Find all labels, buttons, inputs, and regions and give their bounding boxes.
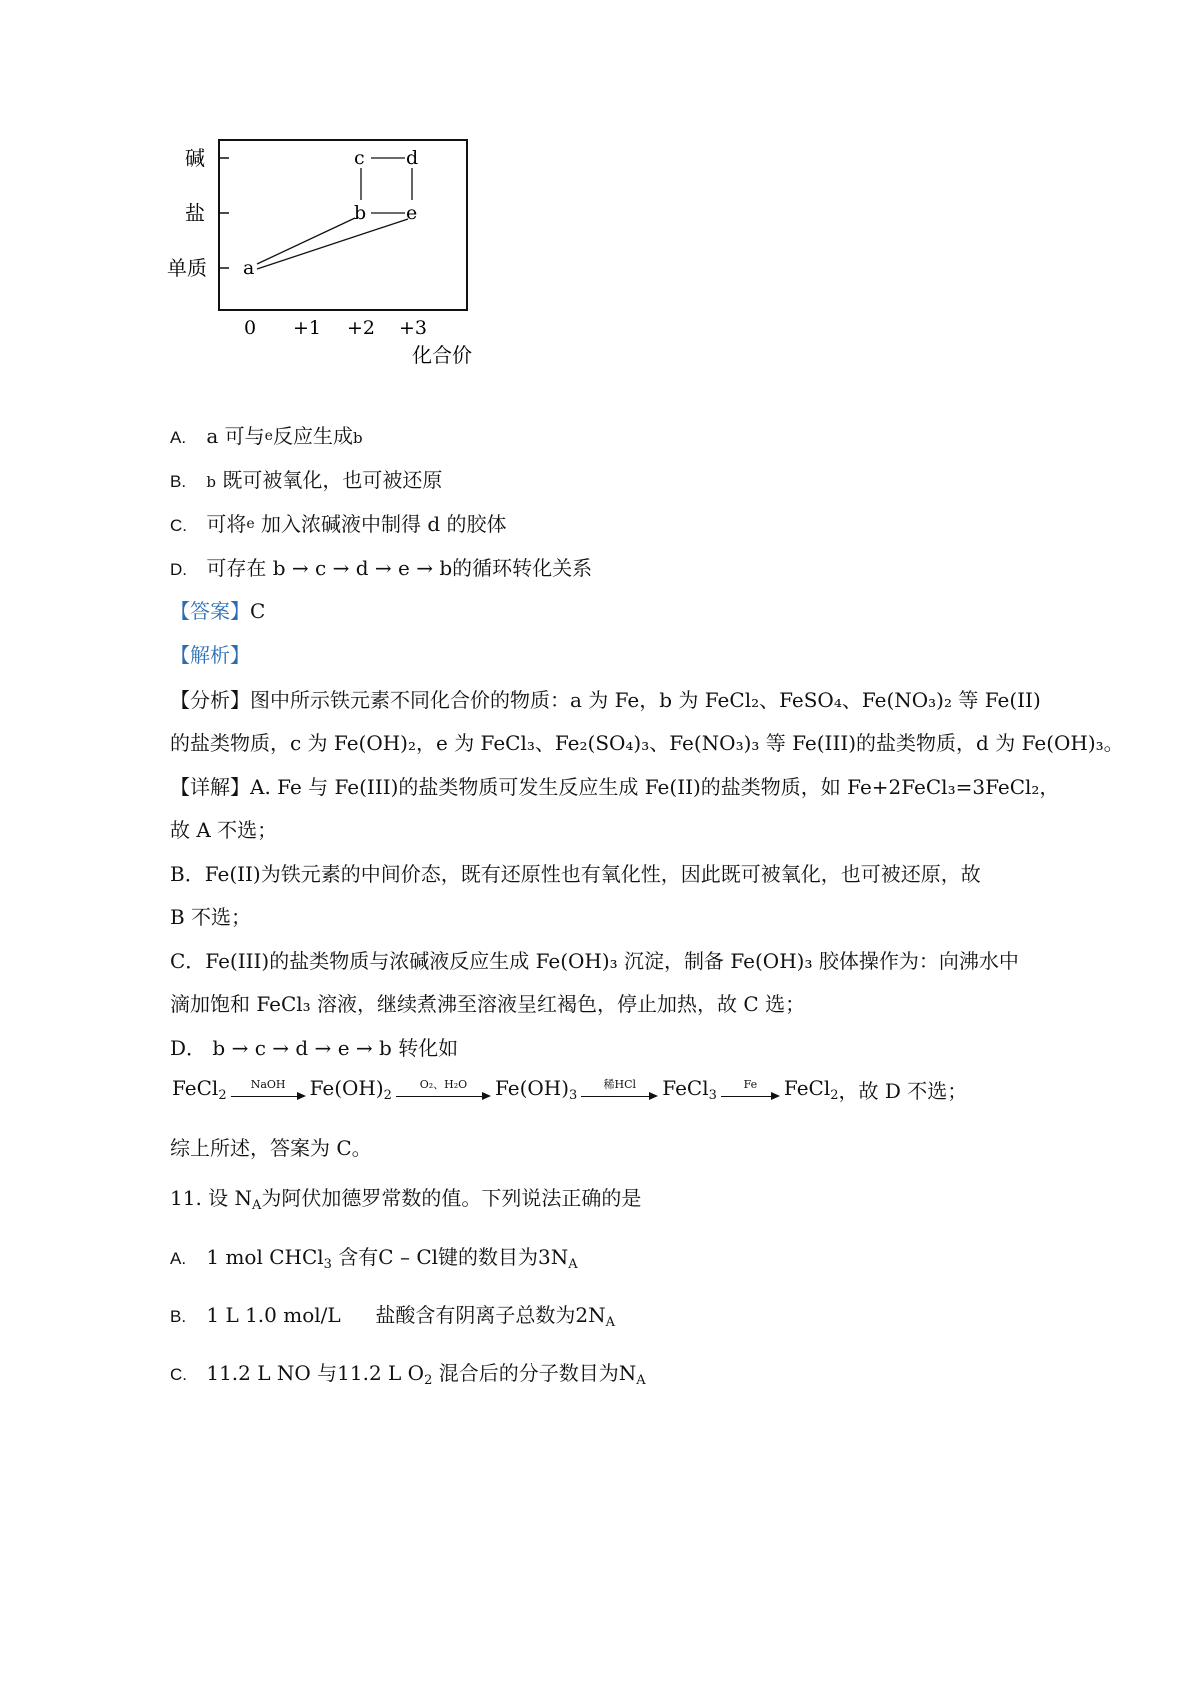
detail-p5: B．Fe(II)为铁元素的中间价态，既有还原性也有氧化性，因此既可被氧化，也可被还原，故 <box>170 862 981 886</box>
q11-number: 11. <box>170 1186 202 1210</box>
q11-option-c-sub: A <box>636 1373 646 1388</box>
diagram-frame <box>219 140 467 310</box>
point-d: d <box>406 147 419 169</box>
option-d-token: e <box>398 556 410 580</box>
q11-option-a-sub: A <box>568 1257 578 1272</box>
q11-option-c-text: 混合后的分子数目为 <box>438 1361 619 1385</box>
detail-p9: D． b → c → d → e → b 转化如 <box>170 1036 459 1060</box>
q11-option-a-text: 1 mol CHCl <box>206 1245 324 1269</box>
option-d-label: D. <box>170 560 187 579</box>
q11-option-b-label: B. <box>170 1307 187 1326</box>
option-b-text: 既可被氧化，也可被还原 <box>222 468 443 492</box>
option-a-text: 可与 <box>224 424 265 448</box>
arrow-1-condition: NaOH <box>250 1078 286 1091</box>
option-d-text: 可存在 <box>206 556 267 580</box>
q11-option-b-sub: A <box>605 1315 616 1330</box>
point-c: c <box>354 147 365 169</box>
y-label-element: 单质 <box>167 256 207 280</box>
detail-p9-suffix: 转化如 <box>398 1036 459 1060</box>
q11-option-b <box>170 1299 615 1330</box>
option-c-label: C. <box>170 516 187 535</box>
q11-option-c-label: C. <box>170 1365 187 1384</box>
q11-stem-text: 为阿伏加德罗常数的值。下列说法正确的是 <box>261 1186 642 1210</box>
option-d-token: b <box>439 556 453 580</box>
q11-option-c <box>170 1357 646 1388</box>
x-label-1: +1 <box>293 317 322 339</box>
option-a-label: A. <box>170 428 187 447</box>
edge-a-e <box>257 219 408 269</box>
option-c-text: 可将 <box>206 512 247 536</box>
option-c <box>170 508 507 537</box>
point-a: a <box>243 257 255 279</box>
point-e: e <box>406 202 418 224</box>
species-5: FeCl$_2$ <box>783 1076 839 1103</box>
arrow-4 <box>721 1079 780 1100</box>
option-d-token: d <box>355 556 369 580</box>
reaction-tail: ，故 D 不选； <box>838 1079 968 1103</box>
q11-option-a-text: 含有 <box>338 1245 379 1269</box>
q11-stem <box>170 1182 641 1213</box>
x-label-2: +2 <box>347 317 376 339</box>
option-a-token: b <box>352 429 363 447</box>
detail-p6: B 不选； <box>170 905 252 929</box>
option-a-token: a <box>206 424 219 448</box>
detail-p9-token: c <box>254 1036 266 1060</box>
q11-option-c-sub: 2 <box>424 1373 433 1388</box>
detail-p9-prefix: D． <box>170 1036 207 1060</box>
q11-option-c-text: N <box>618 1361 637 1385</box>
reaction-chain <box>172 1075 967 1104</box>
species-3: $Fe(OH)_3$ <box>494 1076 578 1103</box>
arrow-4-condition: Fe <box>743 1078 758 1091</box>
x-label-0: 0 <box>244 317 257 339</box>
detail-p3: 【详解】A. Fe 与 Fe(III)的盐类物质可发生反应生成 Fe(II)的盐类物质，如 Fe+2FeCl₃=3FeCl₂， <box>170 775 1060 799</box>
detail-p7: C．Fe(III)的盐类物质与浓碱液反应生成 Fe(OH)₃ 沉淀，制备 Fe(OH)₃ 胶体操作为：向沸水中 <box>170 949 1019 973</box>
option-d-token: c <box>315 556 327 580</box>
summary-line: 综上所述，答案为 C。 <box>170 1136 372 1160</box>
q11-option-a-text: C – Cl <box>378 1245 439 1269</box>
q11-option-c-text: 与 <box>317 1361 338 1385</box>
arrow-2-condition: O₂、H₂O <box>419 1078 468 1091</box>
answer-line <box>170 595 265 624</box>
q11-option-b-text: 2N <box>575 1303 606 1327</box>
species-4: FeCl$_3$ <box>662 1076 717 1103</box>
answer-value: C <box>250 599 266 623</box>
detail-p9-token: b <box>212 1036 226 1060</box>
option-c-text: 加入浓碱液中制得 <box>261 512 422 536</box>
detail-p9-token: d <box>295 1036 309 1060</box>
q11-option-c-text: 11.2 L NO <box>206 1361 311 1385</box>
option-b <box>170 464 442 493</box>
option-c-token: e <box>246 516 255 532</box>
q11-option-a-sub: 3 <box>323 1257 332 1272</box>
point-b: b <box>354 202 367 224</box>
y-label-base: 碱 <box>185 146 205 170</box>
analysis-p1: 【分析】图中所示铁元素不同化合价的物质：a 为 Fe，b 为 FeCl₂、FeSO₄、Fe(NO₃)₂ 等 Fe(II) <box>170 688 1041 712</box>
option-a <box>170 420 363 449</box>
option-d: D. 可存在 b → c → d → e → b的循环转化关系 <box>170 556 593 580</box>
y-label-salt: 盐 <box>185 201 205 225</box>
analysis-tag-line <box>170 639 250 668</box>
option-d-text: 的循环转化关系 <box>452 556 593 580</box>
detail-p4: 故 A 不选； <box>170 818 278 842</box>
q11-option-a-label: A. <box>170 1249 187 1268</box>
detail-p9-token: e <box>337 1036 350 1060</box>
option-b-label: B. <box>170 472 187 491</box>
q11-option-a-text: 键的数目为 <box>438 1245 539 1269</box>
q11-option-b-text: 盐酸含有阴离子总数为 <box>375 1303 576 1327</box>
detail-p8: 滴加饱和 FeCl₃ 溶液，继续煮沸至溶液呈红褐色，停止加热，故 C 选； <box>170 992 806 1016</box>
analysis-tag: 【解析】 <box>170 643 250 667</box>
option-c-text: 的胶体 <box>446 512 507 536</box>
arrow-3 <box>581 1079 658 1100</box>
species-1: FeCl$_2$ <box>172 1076 227 1103</box>
option-b-token: b <box>206 473 216 491</box>
option-c-token: d <box>427 512 441 536</box>
x-label-3: +3 <box>399 317 428 339</box>
answer-tag: 【答案】 <box>170 599 250 623</box>
q11-stem-symbol-sub: A <box>252 1198 262 1213</box>
option-a-text: 反应生成 <box>272 424 353 448</box>
q11-stem-symbol: N <box>234 1186 253 1210</box>
option-a-token: e <box>264 428 273 444</box>
detail-p9-token: b <box>379 1036 392 1060</box>
arrow-1 <box>231 1079 306 1100</box>
q11-option-b-text: 1 L 1.0 mol/L <box>206 1303 341 1327</box>
q11-option-a <box>170 1241 578 1272</box>
q11-option-c-text: 11.2 L O <box>337 1361 425 1385</box>
species-2: $Fe(OH)_2$ <box>309 1076 392 1103</box>
q11-option-a-text: 3N <box>538 1245 569 1269</box>
q11-stem-text: 设 <box>208 1186 229 1210</box>
arrow-3-condition: 稀HCl <box>603 1078 637 1091</box>
arrow-2 <box>396 1079 491 1100</box>
analysis-p2: 的盐类物质，c 为 Fe(OH)₂，e 为 FeCl₃、Fe₂(SO₄)₃、Fe(NO₃)₃ 等 Fe(III)的盐类物质，d 为 Fe(OH)₃。 <box>170 731 1124 755</box>
option-d-token: b <box>272 556 286 580</box>
valence-class-diagram <box>167 140 505 370</box>
x-axis-title: 化合价 <box>412 343 472 367</box>
